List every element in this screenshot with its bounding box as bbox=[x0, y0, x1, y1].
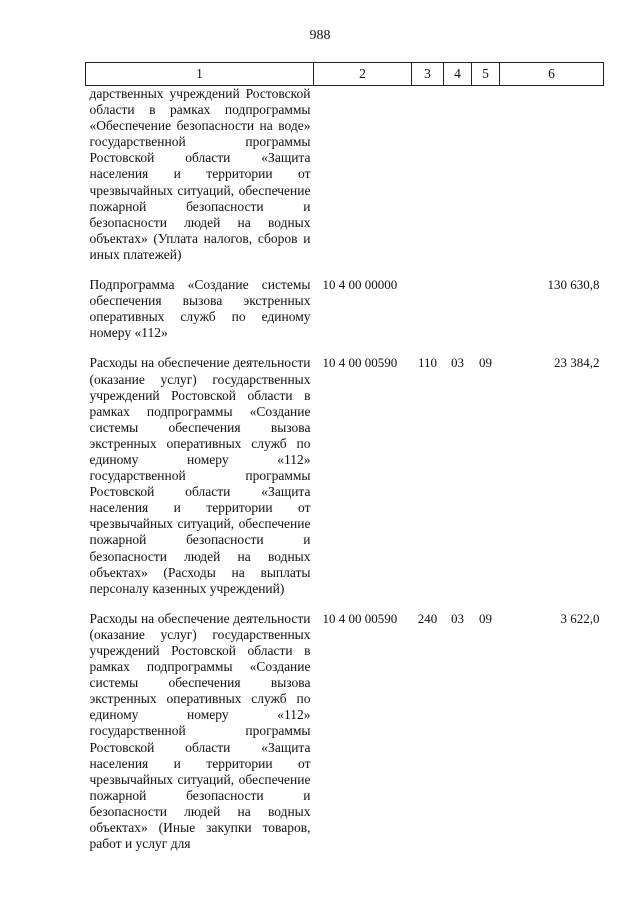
row-pr: 09 bbox=[479, 355, 492, 371]
column-header-pr: 5 bbox=[472, 63, 500, 86]
row-amount bbox=[500, 86, 604, 264]
table-row bbox=[86, 86, 604, 264]
row-amount: 23 384,2 bbox=[554, 355, 600, 371]
page-number: 988 bbox=[309, 28, 331, 43]
column-header-vr: 3 bbox=[412, 63, 444, 86]
row-csr: 10 4 00 00000 bbox=[322, 277, 398, 293]
row-name: Расходы на обеспечение деятельности (оказание услуг) государственных учреждений Ростовской области в рамках подпрограммы «Создание системы обеспечения вызова экстренных оперативных служб по единому номеру «112» государственной программы Ростовской области «Защита населения и территории от чрезвычайных ситуаций, обеспечение пожарной безопасности и безопасности людей на водных объектах» (Расходы на выплаты персоналу казенных учреждений) bbox=[89, 355, 311, 596]
row-csr: 10 4 00 00590 bbox=[322, 610, 398, 626]
row-pr: 09 bbox=[479, 610, 492, 626]
row-vr bbox=[412, 277, 444, 341]
row-name: дарственных учреждений Ростовской области в рамках подпрограммы «Обеспечение безопасности на воде» государственной программы Ростовской области «Защита населения и территории от чрезвычайных ситуаций, обеспечение пожарной безопасности и безопасности людей на водных объектах» (Уплата налогов, сборов и иных платежей) bbox=[89, 86, 311, 262]
column-header-amount: 6 bbox=[500, 63, 604, 86]
row-pr bbox=[472, 86, 500, 264]
row-vr: 110 bbox=[417, 355, 438, 371]
row-csr bbox=[314, 86, 412, 264]
column-header-name: 1 bbox=[86, 63, 314, 86]
column-header-rz: 4 bbox=[444, 63, 472, 86]
row-amount: 3 622,0 bbox=[560, 610, 600, 626]
row-name: Подпрограмма «Создание системы обеспечения вызова экстренных оперативных служб по единому номеру «112» bbox=[89, 277, 311, 341]
row-name: Расходы на обеспечение деятельности (оказание услуг) государственных учреждений Ростовской области в рамках подпрограммы «Создание системы обеспечения вызова экстренных оперативных служб по единому номеру «112» государственной программы Ростовской области «Защита населения и территории от чрезвычайных ситуаций, обеспечение пожарной безопасности и безопасности людей на водных объектах» (Иные закупки товаров, работ и услуг для bbox=[89, 610, 311, 852]
row-vr: 240 bbox=[417, 610, 438, 626]
budget-table bbox=[85, 62, 604, 852]
row-rz: 03 bbox=[451, 610, 464, 626]
row-rz: 03 bbox=[451, 355, 464, 371]
table-header bbox=[86, 63, 604, 86]
row-pr bbox=[472, 277, 500, 341]
column-header-csr: 2 bbox=[314, 63, 412, 86]
row-rz bbox=[444, 86, 472, 264]
row-csr: 10 4 00 00590 bbox=[322, 355, 398, 371]
row-amount: 130 630,8 bbox=[547, 277, 600, 293]
row-vr bbox=[412, 86, 444, 264]
table-row bbox=[86, 277, 604, 341]
table-row bbox=[86, 611, 604, 852]
row-rz bbox=[444, 277, 472, 341]
table-row bbox=[86, 355, 604, 596]
